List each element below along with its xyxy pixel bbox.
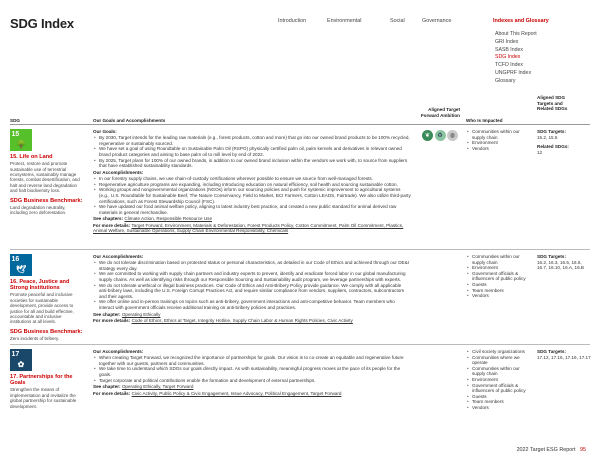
sdg-17-goals-cell bbox=[93, 349, 411, 396]
impacted-item: • Vendors bbox=[466, 146, 528, 152]
leaf-icon: ❦ bbox=[422, 130, 433, 141]
col-header-aligned bbox=[402, 107, 460, 118]
impacted-item: • Vendors bbox=[466, 405, 528, 411]
more-details-links[interactable]: Code of Ethics, Ethics at Target, Integrity Hotline, Supply Chain Labor & Human Rights Policies, Civic Activity bbox=[131, 317, 353, 323]
see-chapters-link[interactable]: Operating Ethically, Target Forward bbox=[121, 384, 194, 390]
impacted-item: • Environment bbox=[466, 377, 528, 383]
page-number: 95 bbox=[580, 447, 586, 453]
dove-icon: 🕊 bbox=[15, 265, 27, 274]
impacted-item: • Government officials & influencers of public policy bbox=[466, 383, 528, 394]
targets-values: 15.2, 15.5 bbox=[537, 134, 558, 140]
sdg-15-targets bbox=[537, 129, 592, 155]
accomplishment-item: • When creating Target Forward, we recognized the importance of partnerships for goals. Our vision is to co-create an equitable and regenerative future together with our guests, partners and communities. bbox=[93, 355, 411, 366]
col-header-targets-line2: Targets and bbox=[537, 100, 563, 106]
subnav-tcfd-index[interactable]: TCFD Index bbox=[495, 62, 523, 69]
globe-icon: ◍ bbox=[447, 130, 458, 141]
more-details bbox=[93, 318, 411, 324]
accomplishments-list bbox=[93, 260, 411, 310]
accomplishments-heading: Our Accomplishments: bbox=[93, 169, 144, 175]
goal-item: • We have set a goal of using Roundtable on Sustainable Palm Oil (RSPO) physically certified palm oil, palm kernels and derivatives in relevant owned brand product categories and aiming to base palm oil to mill level by end of 2022. bbox=[93, 146, 411, 157]
sdg-15-cell bbox=[10, 129, 84, 216]
impacted-item: • Team members bbox=[466, 288, 528, 294]
see-chapters-link[interactable]: Climate Action, Responsible Resource Use bbox=[124, 216, 212, 222]
sdg-17-description: Strengthen the means of implementation and revitalize the global partnership for sustainable development. bbox=[10, 387, 77, 409]
see-chapters-label: See chapter: bbox=[93, 384, 121, 390]
tree-icon: 🌳 bbox=[16, 140, 26, 149]
row-divider bbox=[10, 344, 590, 345]
accomplishment-item: • Regenerative agriculture programs are expanding, including introducing education on natural efficiency, soil health and sourcing sustainable cotton. bbox=[93, 182, 411, 188]
related-values: 12 bbox=[537, 149, 543, 155]
targets-values: 16.2, 16.3, 16.5, 16.6, 16.7, 16.10, 16.A, 16.B bbox=[537, 259, 584, 271]
sdg-17-icon-number: 17 bbox=[11, 350, 20, 358]
col-header-impacted: Who Is Impacted bbox=[466, 118, 503, 123]
recycle-icon: ♻ bbox=[435, 130, 446, 141]
impacted-item: • Communities within our supply chain bbox=[466, 129, 528, 140]
sdg-16-icon-number: 16 bbox=[11, 255, 20, 263]
row-divider bbox=[10, 249, 590, 250]
header-divider bbox=[10, 124, 590, 125]
sdg-16-goals-cell bbox=[93, 254, 411, 324]
sdg-row-15 bbox=[10, 126, 590, 250]
impacted-item: • Team members bbox=[466, 399, 528, 405]
nav-introduction[interactable]: Introduction bbox=[278, 18, 307, 24]
col-header-sdg: SDG bbox=[10, 118, 20, 123]
col-header-targets bbox=[537, 95, 567, 112]
more-details-label: For more details: bbox=[93, 317, 131, 323]
col-header-goals: Our Goals and Accomplishments bbox=[93, 118, 166, 123]
accomplishment-item: • Target corporate and political contributions enable the formation and development of external partnerships. bbox=[93, 378, 411, 384]
targets-values: 17.12, 17.16, 17.16, 17.17 bbox=[537, 354, 591, 360]
accomplishment-item: • We do not tolerate discrimination based on protected status or personal characteristics, as detailed in our Code of Ethics and achieved through our DE&I strategy every day. bbox=[93, 260, 411, 271]
sdg-15-benchmark-desc: Land degradation neutrality, including zero deforestation. bbox=[10, 204, 67, 216]
accomplishment-item: • We do not tolerate unethical or illegal business practices. Our Code of Ethics and Anti-Bribery Policy provide guidance. We comply with all applicable anti-bribery laws, including the U.S. Foreign Corrupt Practices Act, and require similar compliance from vendors, suppliers, contractors, subcontractors and their agents. bbox=[93, 283, 411, 300]
sdg-16-benchmark-title: SDG Business Benchmark: bbox=[10, 328, 83, 335]
accomplishments-list bbox=[93, 355, 411, 383]
more-details bbox=[93, 223, 411, 234]
impacted-item: • Guests bbox=[466, 394, 528, 400]
sdg-16-impacted bbox=[466, 254, 528, 299]
nav-governance[interactable]: Governance bbox=[422, 18, 452, 24]
nav-environmental[interactable]: Environmental bbox=[327, 18, 362, 24]
subnav-ungprf-index[interactable]: UNGPRF Index bbox=[495, 69, 532, 76]
subnav-glossary[interactable]: Glossary bbox=[495, 77, 516, 84]
goals-list bbox=[93, 135, 411, 169]
accomplishment-item: • We are committed to working with supply chain partners and industry experts to prevent, identify and eradicate forced labor in our global manufacturing supply chains. As well as identifying risks through our Responsible Sourcing and Sustainability audit program, we leverage partnerships with experts. bbox=[93, 271, 411, 282]
nav-indexes-and-glossary[interactable]: Indexes and Glossary bbox=[493, 18, 549, 24]
sdg-15-benchmark-title: SDG Business Benchmark: bbox=[10, 197, 83, 204]
sdg-15-aligned-targets bbox=[422, 130, 462, 141]
targets-label: SDG Targets: bbox=[537, 349, 567, 354]
see-chapters-link[interactable]: Operating Ethically bbox=[121, 311, 161, 317]
accomplishment-item: • Working groups and nongovernmental organizations (NGOs) inform our sourcing policies and push for systemic improvement to agricultural systems (e.g., U.S. Roundtable for Sustainable Beef, The Nature Conservancy, Field to Market, BCI Farmers, Cotton LEADS, Fairtrade). We also utilize third-party certifications, such as Forest Stewardship Council (FSC). bbox=[93, 187, 411, 204]
impacted-item: • Environment bbox=[466, 140, 528, 146]
related-label: Related SDGs: bbox=[537, 144, 569, 150]
see-chapters bbox=[93, 384, 411, 390]
sdg-15-goals-cell bbox=[93, 129, 411, 234]
sdg-16-description: Promote peaceful and inclusive societies for sustainable development, provide access to justice for all and build effective, accountable and inclusive institutions at all levels. bbox=[10, 292, 74, 325]
page-title: SDG Index bbox=[10, 16, 74, 31]
col-header-targets-line1: Aligned SDG bbox=[537, 95, 566, 100]
accomplishment-item: • We offer online and in-person trainings on topics such as anti-bribery, government interactions and anti-competitive behavior. Team members who interact with government officials receive additional training on anti-bribery policies and practices. bbox=[93, 299, 411, 310]
impacted-item: • Communities where we operate bbox=[466, 355, 528, 366]
subnav-sasb-index[interactable]: SASB Index bbox=[495, 46, 523, 53]
accomplishments-heading: Our Accomplishments: bbox=[93, 254, 144, 259]
accomplishment-item: • We take time to understand which SDGs our goals directly impact. As with sustainability, meaningful progress moves at the pace of its people for the goals. bbox=[93, 366, 411, 377]
see-chapters-label: See chapter: bbox=[93, 311, 121, 317]
impacted-item: • Environment bbox=[466, 265, 528, 271]
sdg-16-name: 16. Peace, Justice and Strong Institutions bbox=[10, 279, 70, 292]
subnav-gri-index[interactable]: GRI Index bbox=[495, 38, 519, 45]
more-details-label: For more details: bbox=[93, 222, 131, 228]
sdg-row-17 bbox=[10, 346, 590, 438]
more-details-links[interactable]: Civic Activity, Public Policy & Civic Engagement, Issue Advocacy, Political Engagement, Target Forward bbox=[131, 390, 342, 396]
impacted-item: • Government officials & influencers of public policy bbox=[466, 271, 528, 282]
page-footer bbox=[517, 447, 586, 453]
targets-label: SDG Targets: bbox=[537, 129, 567, 134]
accomplishment-item: • We have updated our food animal welfare policy, aligning to latest industry best practice, and created a new public standard for animal derived raw materials in general merchandise. bbox=[93, 204, 411, 215]
sdg-row-16 bbox=[10, 251, 590, 345]
see-chapters bbox=[93, 216, 411, 222]
sdg-17-icon bbox=[10, 349, 32, 371]
accomplishments-list bbox=[93, 176, 411, 215]
sdg-15-icon bbox=[10, 129, 32, 151]
impacted-item: • Guests bbox=[466, 282, 528, 288]
footer-report-name: 2022 Target ESG Report bbox=[516, 447, 576, 453]
subnav-sdg-index[interactable]: SDG Index bbox=[495, 54, 521, 61]
sdg-16-benchmark-desc: Zero incidents of bribery. bbox=[10, 336, 60, 342]
impacted-item: • Communities within our supply chain bbox=[466, 366, 528, 377]
sdg-16-icon bbox=[10, 254, 32, 276]
partnership-flower-icon: ✿ bbox=[17, 360, 25, 369]
sdg-15-impacted bbox=[466, 129, 528, 151]
sdg-15-icon-number: 15 bbox=[11, 130, 20, 138]
sub-nav bbox=[495, 31, 537, 86]
accomplishment-item: • In our forestry supply chains, we use chain-of-custody certifications wherever possible to ensure we source from well-managed forests. bbox=[93, 176, 411, 182]
more-details-links[interactable]: Target Forward, Environment, Materials & Deforestation, Forest Products Policy, Cotton Commitment, Palm Oil Commitment, Plastics, Animal Welfare, Sustainable Operations, Supply Chain Environmental Responsibility, Chemicals bbox=[93, 222, 404, 234]
sdg-17-cell bbox=[10, 349, 84, 409]
more-details bbox=[93, 391, 411, 397]
sdg-17-impacted bbox=[466, 349, 528, 411]
goals-heading: Our Goals: bbox=[93, 129, 117, 134]
see-chapters-label: See chapters: bbox=[93, 216, 124, 222]
nav-social[interactable]: Social bbox=[390, 18, 405, 24]
sdg-17-name: 17. Partnerships for the Goals bbox=[10, 374, 73, 387]
col-header-aligned-line1: Aligned Target bbox=[428, 107, 460, 112]
sdg-15-name: 15. Life on Land bbox=[10, 154, 53, 160]
sdg-16-targets bbox=[537, 254, 592, 271]
goal-item: • By 2030, Target intends for the leading raw materials (e.g., forest products, cotton and more) that go into our owned brand products to be 100% recycled, regenerative or sustainably sourced. bbox=[93, 135, 411, 146]
impacted-item: • Communities within our supply chain bbox=[466, 254, 528, 265]
sdg-15-description: Protect, restore and promote sustainable use of terrestrial ecosystems, sustainably manage forests, combat desertification, and halt and reverse land degradation and halt biodiversity loss. bbox=[10, 161, 80, 194]
more-details-label: For more details: bbox=[93, 390, 131, 396]
col-header-targets-line3: Related SDGs bbox=[537, 106, 568, 112]
subnav-about-this-report[interactable]: About This Report bbox=[495, 31, 537, 37]
sdg-17-targets bbox=[537, 349, 592, 360]
sdg-16-cell bbox=[10, 254, 84, 341]
targets-label: SDG Targets: bbox=[537, 254, 567, 259]
impacted-item: • Civil society organizations bbox=[466, 349, 528, 355]
col-header-aligned-line2: Forward Ambition bbox=[420, 112, 460, 118]
impacted-item: • Vendors bbox=[466, 293, 528, 299]
accomplishments-heading: Our Accomplishments: bbox=[93, 349, 144, 354]
goal-item: • By 2025, Target plans for 100% of our owned brands, in addition to our owned brand inclusion within the vendors we work with, to source from suppliers that have established sustainability standards. bbox=[93, 158, 411, 169]
see-chapters bbox=[93, 312, 411, 318]
